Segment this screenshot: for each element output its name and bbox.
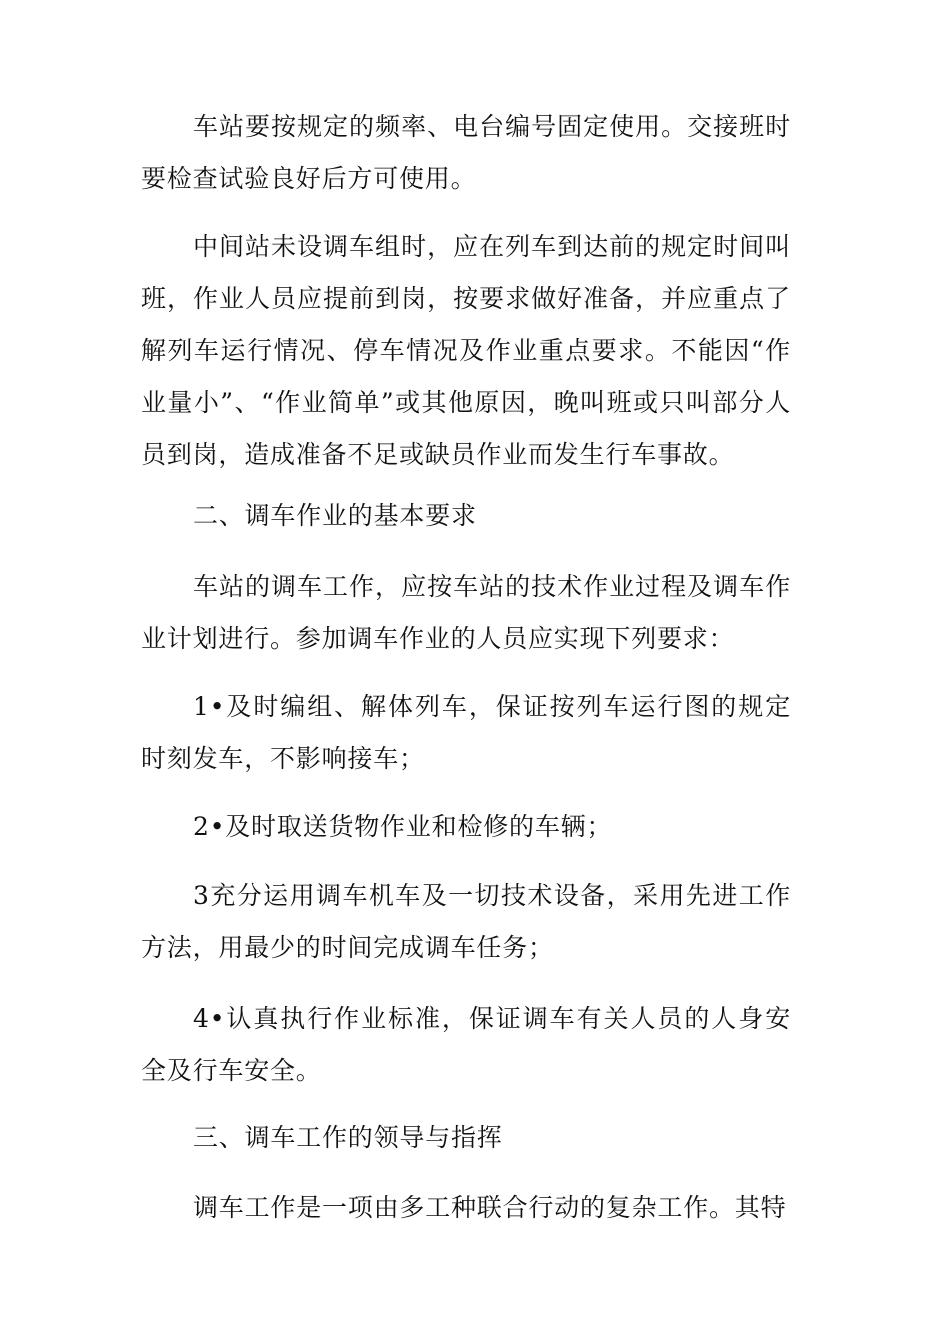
- paragraph-intermediate-station: 中间站未设调车组时，应在列车到达前的规定时间叫班，作业人员应提前到岗，按要求做好准备，并应重点了解列车运行情况、停车情况及作业重点要求。不能因“作业量小”、“作业简单”或其他原因，晚叫班或只叫部分人员到岗，造成准备不足或缺员作业而发生行车事故。: [141, 232, 791, 469]
- list-item-2: 2•及时取送货物作业和检修的车辆；: [193, 812, 613, 841]
- list-item-3: 3充分运用调车机车及一切技术设备，采用先进工作方法，用最少的时间完成调车任务；: [141, 881, 791, 962]
- section-heading-3: 三、调车工作的领导与指挥: [193, 1123, 503, 1152]
- paragraph-shunting-requirements-intro: 车站的调车工作，应按车站的技术作业过程及调车作业计划进行。参加调车作业的人员应实现下列要求：: [141, 572, 791, 653]
- paragraph-shunting-leadership: 调车工作是一项由多工种联合行动的复杂工作。其特: [193, 1193, 787, 1222]
- paragraph-radio-usage: 车站要按规定的频率、电台编号固定使用。交接班时要检查试验良好后方可使用。: [141, 112, 791, 193]
- section-heading-2: 二、调车作业的基本要求: [193, 501, 477, 530]
- list-item-1: 1•及时编组、解体列车，保证按列车运行图的规定时刻发车，不影响接车；: [141, 692, 791, 773]
- list-item-4: 4•认真执行作业标准，保证调车有关人员的人身安全及行车安全。: [141, 1004, 791, 1085]
